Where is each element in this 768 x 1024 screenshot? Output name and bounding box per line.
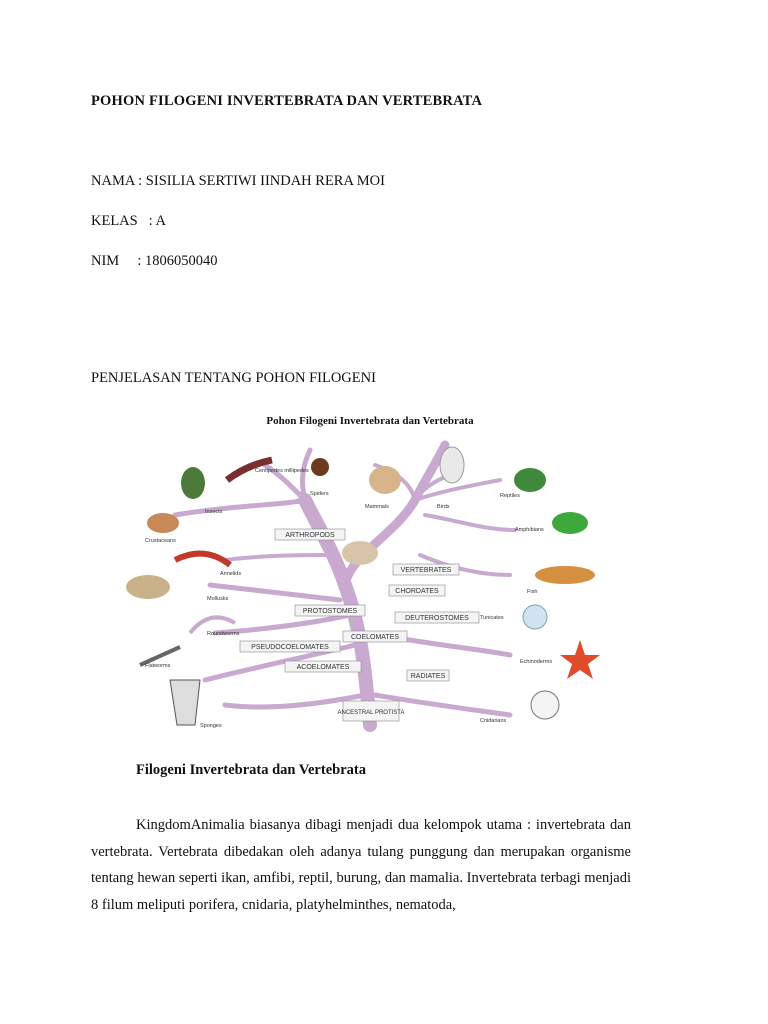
paragraph-text: KingdomAnimalia biasanya dibagi menjadi dua kelompok utama : invertebrata dan vertebrata. Vertebrata dibedakan oleh adanya tulang punggung dan merupakan organisme tentang hewan seperti ikan, amfibi, reptil, burung, dan mamalia. Invertebrata terbagi menjadi 8 filum meliputi porifera, cnidaria, platyhelminthes, nematoda, — [91, 817, 631, 913]
starfish-icon — [560, 640, 600, 679]
node-protostomes: PROTOSTOMES — [302, 608, 358, 615]
animal-label: Mammals — [365, 504, 389, 510]
field-label: NAMA — [91, 173, 135, 189]
node-acoelomates: ACOELOMATES — [296, 664, 350, 671]
animal-label: Mollusks — [207, 596, 229, 602]
animal-label: Spiders — [310, 491, 329, 497]
tunicate-icon — [523, 605, 547, 629]
field-nim — [91, 253, 217, 270]
animal-label: Amphibians — [515, 527, 544, 533]
animal-label: Roundworms — [207, 631, 240, 637]
mollusk-icon — [126, 575, 170, 599]
figure-caption: Filogeni Invertebrata dan Vertebrata — [136, 762, 366, 778]
animal-label: Cnidarians — [480, 718, 507, 724]
field-value: SISILIA SERTIWI IINDAH RERA MOI — [145, 173, 385, 189]
jellyfish-icon — [531, 691, 559, 719]
animal-label: Echinoderms — [520, 659, 553, 665]
document-title: POHON FILOGENI INVERTEBRATA DAN VERTEBRATA — [91, 93, 483, 109]
field-kelas — [91, 213, 166, 230]
animal-label: Tunicates — [480, 615, 504, 621]
field-nama — [91, 173, 385, 190]
animal-label: Crustaceans — [145, 538, 176, 544]
animal-label: Fish — [527, 589, 538, 595]
node-ancestral-protista: ANCESTRAL PROTISTA — [337, 710, 405, 716]
node-coelomates: COELOMATES — [350, 634, 400, 641]
field-value: A — [155, 213, 166, 229]
field-separator: : — [137, 213, 156, 229]
animal-label: Annelids — [220, 571, 242, 577]
animal-label: Sponges — [200, 723, 222, 729]
clam-icon — [342, 541, 378, 565]
rabbit-icon — [369, 466, 401, 494]
insect-icon — [181, 467, 205, 499]
animal-label: Birds — [437, 504, 450, 510]
figure-title: Pohon Filogeni Invertebrata dan Vertebrata — [266, 415, 474, 427]
body-paragraph — [91, 812, 631, 918]
node-vertebrates: VERTEBRATES — [400, 567, 452, 574]
section-heading: PENJELASAN TENTANG POHON FILOGENI — [91, 370, 376, 386]
turtle-icon — [514, 468, 546, 492]
node-arthropods: ARTHROPODS — [285, 532, 335, 539]
spider-icon — [311, 458, 329, 476]
annelid-icon — [175, 554, 230, 565]
animal-label: Centipedes millipedes — [255, 468, 309, 474]
field-value: 1806050040 — [144, 253, 218, 269]
fish-icon — [535, 566, 595, 584]
field-label: KELAS — [91, 213, 138, 229]
frog-icon — [552, 512, 588, 534]
field-label: NIM — [91, 253, 120, 269]
phylogeny-figure — [115, 405, 625, 735]
node-pseudocoelomates: PSEUDOCOELOMATES — [251, 644, 329, 651]
sponge-icon — [170, 680, 200, 725]
phylogeny-tree-diagram — [115, 405, 625, 735]
field-separator: : — [134, 173, 146, 189]
node-chordates: CHORDATES — [395, 588, 439, 595]
bird-icon — [440, 447, 464, 483]
node-radiates: RADIATES — [410, 673, 446, 680]
animal-label: Insects — [205, 509, 223, 515]
field-separator: : — [119, 253, 145, 269]
animal-label: Flatworms — [145, 663, 171, 669]
node-deuterostomes: DEUTEROSTOMES — [405, 615, 469, 622]
crab-icon — [147, 513, 179, 533]
animal-label: Reptiles — [500, 493, 520, 499]
